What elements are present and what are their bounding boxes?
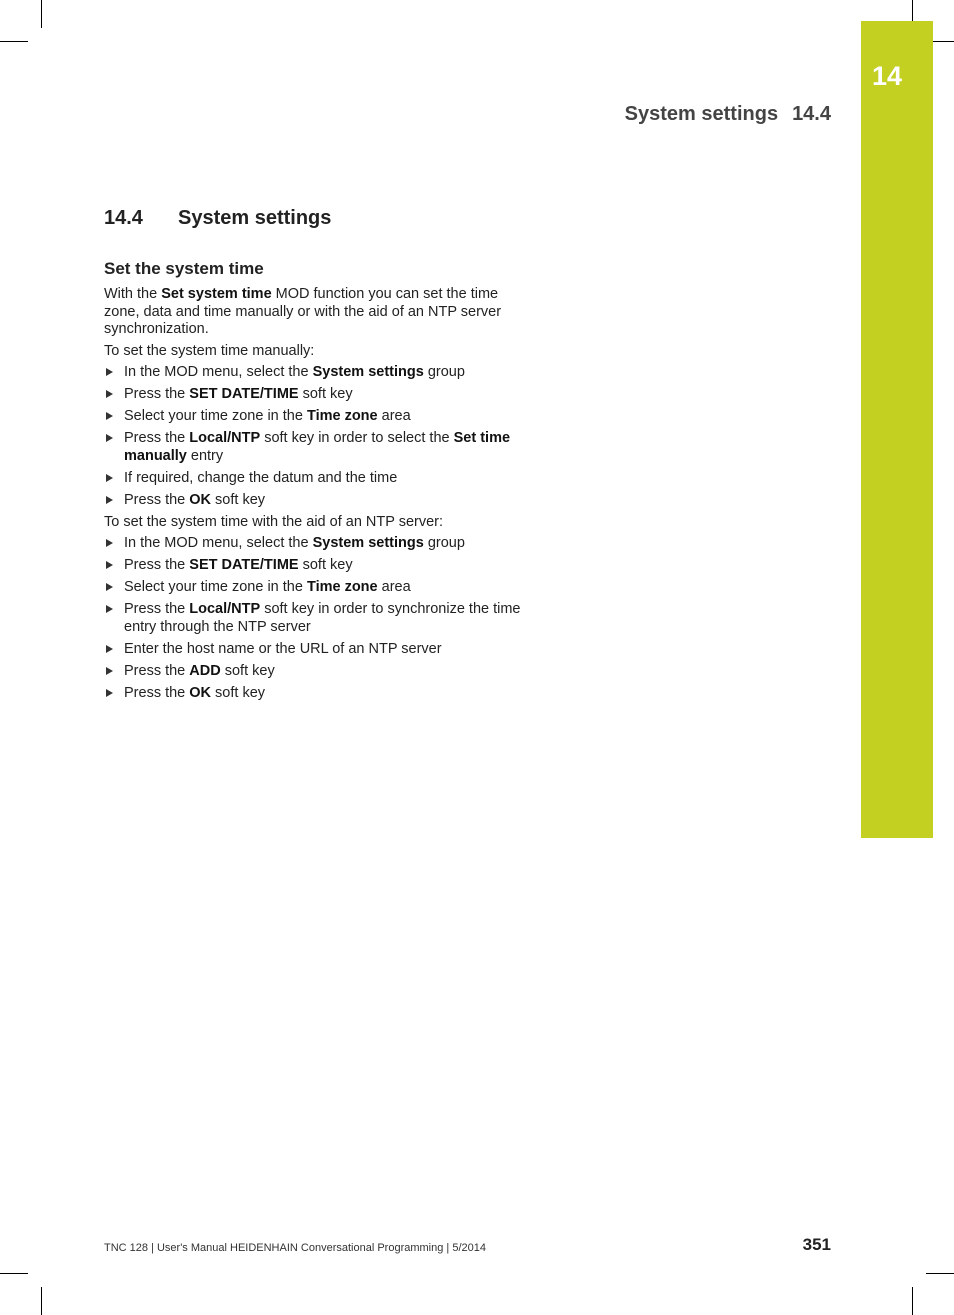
intro-text: With the bbox=[104, 286, 162, 302]
section-title: System settings bbox=[178, 207, 332, 229]
step-item: Press the SET DATE/TIME soft key bbox=[104, 557, 534, 575]
running-header-section: 14.4 bbox=[792, 103, 831, 125]
manual-steps bbox=[104, 364, 534, 509]
step-item: In the MOD menu, select the System settings group bbox=[104, 535, 534, 553]
step-item: Press the OK soft key bbox=[104, 685, 534, 703]
section-heading bbox=[104, 204, 534, 232]
bullet-arrow-icon bbox=[106, 474, 113, 482]
section-number: 14.4 bbox=[104, 207, 143, 229]
step-item: Press the SET DATE/TIME soft key bbox=[104, 386, 534, 404]
footer-text: TNC 128 | User's Manual HEIDENHAIN Conversational Programming | 5/2014 bbox=[104, 1242, 486, 1254]
manual-intro: To set the system time manually: bbox=[104, 342, 315, 359]
crop-mark bbox=[41, 0, 42, 28]
bullet-arrow-icon bbox=[106, 434, 113, 442]
bullet-arrow-icon bbox=[106, 667, 113, 675]
step-item: Enter the host name or the URL of an NTP server bbox=[104, 641, 534, 659]
bullet-arrow-icon bbox=[106, 605, 113, 613]
page-content bbox=[104, 204, 534, 707]
running-header-title: System settings bbox=[624, 103, 779, 125]
ntp-intro: To set the system time with the aid of an NTP server: bbox=[104, 513, 444, 530]
bullet-arrow-icon bbox=[106, 539, 113, 547]
bullet-arrow-icon bbox=[106, 583, 113, 591]
step-item: Press the OK soft key bbox=[104, 492, 534, 510]
page-number: 351 bbox=[802, 1235, 831, 1254]
subsection-heading: Set the system time bbox=[104, 259, 264, 278]
running-header bbox=[625, 103, 831, 126]
intro-text: MOD function you can set the time zone, data and time manually or with the aid of an NTP server synchronization. bbox=[104, 286, 502, 337]
step-item: Select your time zone in the Time zone area bbox=[104, 579, 534, 597]
bullet-arrow-icon bbox=[106, 496, 113, 504]
step-item: If required, change the datum and the time bbox=[104, 470, 534, 488]
step-item: Select your time zone in the Time zone area bbox=[104, 408, 534, 426]
bullet-arrow-icon bbox=[106, 412, 113, 420]
step-item: Press the ADD soft key bbox=[104, 663, 534, 681]
crop-mark bbox=[926, 1273, 954, 1274]
step-item: Press the Local/NTP soft key in order to select the Set time manually entry bbox=[104, 430, 534, 465]
bullet-arrow-icon bbox=[106, 390, 113, 398]
intro-bold: Set system time bbox=[161, 286, 272, 302]
bullet-arrow-icon bbox=[106, 689, 113, 697]
bullet-arrow-icon bbox=[106, 561, 113, 569]
step-item: Press the Local/NTP soft key in order to synchronize the time entry through the NTP server bbox=[104, 601, 534, 636]
crop-mark bbox=[912, 1287, 913, 1315]
chapter-number: 14 bbox=[871, 61, 903, 91]
intro-paragraph bbox=[104, 286, 534, 339]
crop-mark bbox=[0, 1273, 28, 1274]
crop-mark bbox=[41, 1287, 42, 1315]
chapter-tab bbox=[861, 21, 933, 838]
bullet-arrow-icon bbox=[106, 645, 113, 653]
step-item: In the MOD menu, select the System settings group bbox=[104, 364, 534, 382]
ntp-steps bbox=[104, 535, 534, 702]
crop-mark bbox=[0, 41, 28, 42]
bullet-arrow-icon bbox=[106, 368, 113, 376]
